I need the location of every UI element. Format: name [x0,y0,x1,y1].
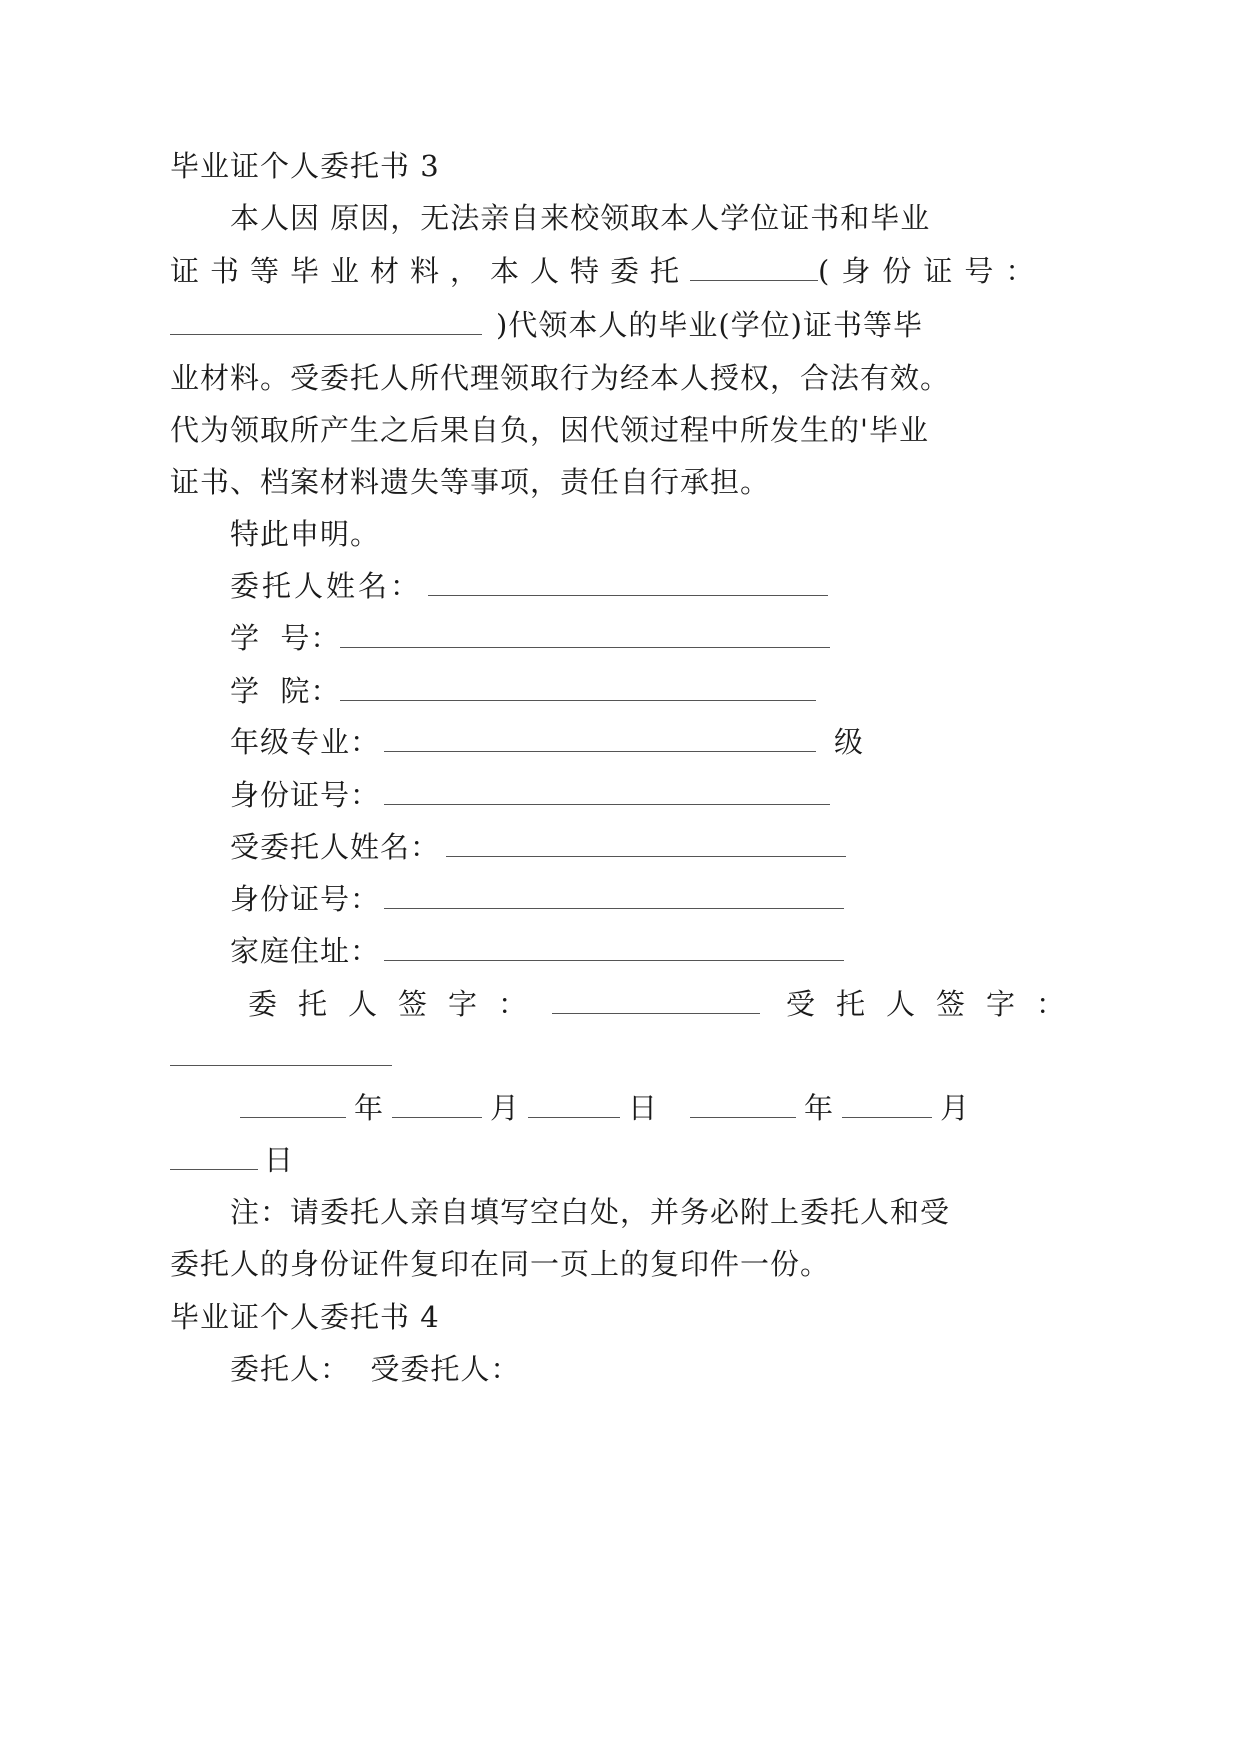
field-label: 身份证号： [230,882,381,916]
trustee-day-row [170,1142,294,1178]
entruster-day-blank [528,1091,620,1118]
parties-line: 委托人： 受委托人： [230,1352,521,1386]
body-line-3-text: )代领本人的毕业(学位)证书等毕 [496,308,923,342]
trustee-day-label: 日 [264,1143,295,1177]
trustee-signature-blank-row [170,1038,392,1074]
statement: 特此申明。 [230,517,381,551]
body-line-6: 证书、档案材料遗失等事项，责任自行承担。 [170,465,771,499]
field-entruster-name [230,568,828,604]
trustee-month-label: 月 [940,1091,971,1125]
entruster-day-label: 日 [628,1091,659,1125]
body-line-5: 代为领取所产生之后果自负，因代领过程中所发生的'毕业 [170,413,929,447]
note-line-2: 委托人的身份证件复印在同一页上的复印件一份。 [170,1247,831,1281]
trustee-id-blank [170,308,482,335]
trustee-year-label: 年 [804,1091,835,1125]
body-line-1: 本人因 原因，无法亲自来校领取本人学位证书和毕业 [230,201,931,235]
field-blank [340,621,830,648]
field-college [230,673,816,709]
field-blank [384,725,816,752]
field-entruster-id [230,777,830,813]
entruster-month-blank [392,1091,482,1118]
body-line-3 [170,307,923,343]
note-line-1: 注：请委托人亲自填写空白处，并务必附上委托人和受 [230,1195,951,1229]
trustee-day-blank [170,1143,258,1170]
trustee-signature-label: 受托人签字： [786,987,1087,1021]
field-trustee-id [230,881,844,917]
trustee-name-blank [690,254,818,281]
field-grade-major [230,724,864,760]
signature-row [248,986,1086,1022]
field-label: 学 院： [230,674,341,708]
trustee-signature-blank [170,1039,392,1066]
body-line-2-text: 证书等毕业材料，本人特委托 [170,254,691,288]
field-blank [428,569,828,596]
field-label: 家庭住址： [230,934,381,968]
section-title-4: 毕业证个人委托书 4 [170,1300,440,1334]
trustee-year-blank [690,1091,796,1118]
entruster-month-label: 月 [490,1091,521,1125]
field-blank [384,934,844,961]
entruster-signature-label: 委托人签字： [248,987,549,1021]
trustee-month-blank [842,1091,932,1118]
field-blank [446,830,846,857]
body-line-2 [170,253,1047,289]
entruster-signature-blank [552,987,760,1014]
id-number-label-inline: (身份证号： [818,254,1047,288]
section-title-3: 毕业证个人委托书 3 [170,149,440,183]
date-row [240,1090,970,1126]
field-label: 委托人姓名： [230,569,423,603]
field-student-number [230,620,830,656]
entruster-year-blank [240,1091,346,1118]
field-label: 年级专业： [230,725,381,759]
field-blank [384,882,844,909]
field-suffix: 级 [834,725,865,759]
entruster-year-label: 年 [354,1091,385,1125]
field-label: 受委托人姓名： [230,830,441,864]
field-trustee-name [230,829,846,865]
field-home-address [230,933,844,969]
field-blank [340,674,816,701]
field-blank [384,778,830,805]
body-line-4: 业材料。受委托人所代理领取行为经本人授权，合法有效。 [170,361,951,395]
field-label: 学 号： [230,621,341,655]
field-label: 身份证号： [230,778,381,812]
